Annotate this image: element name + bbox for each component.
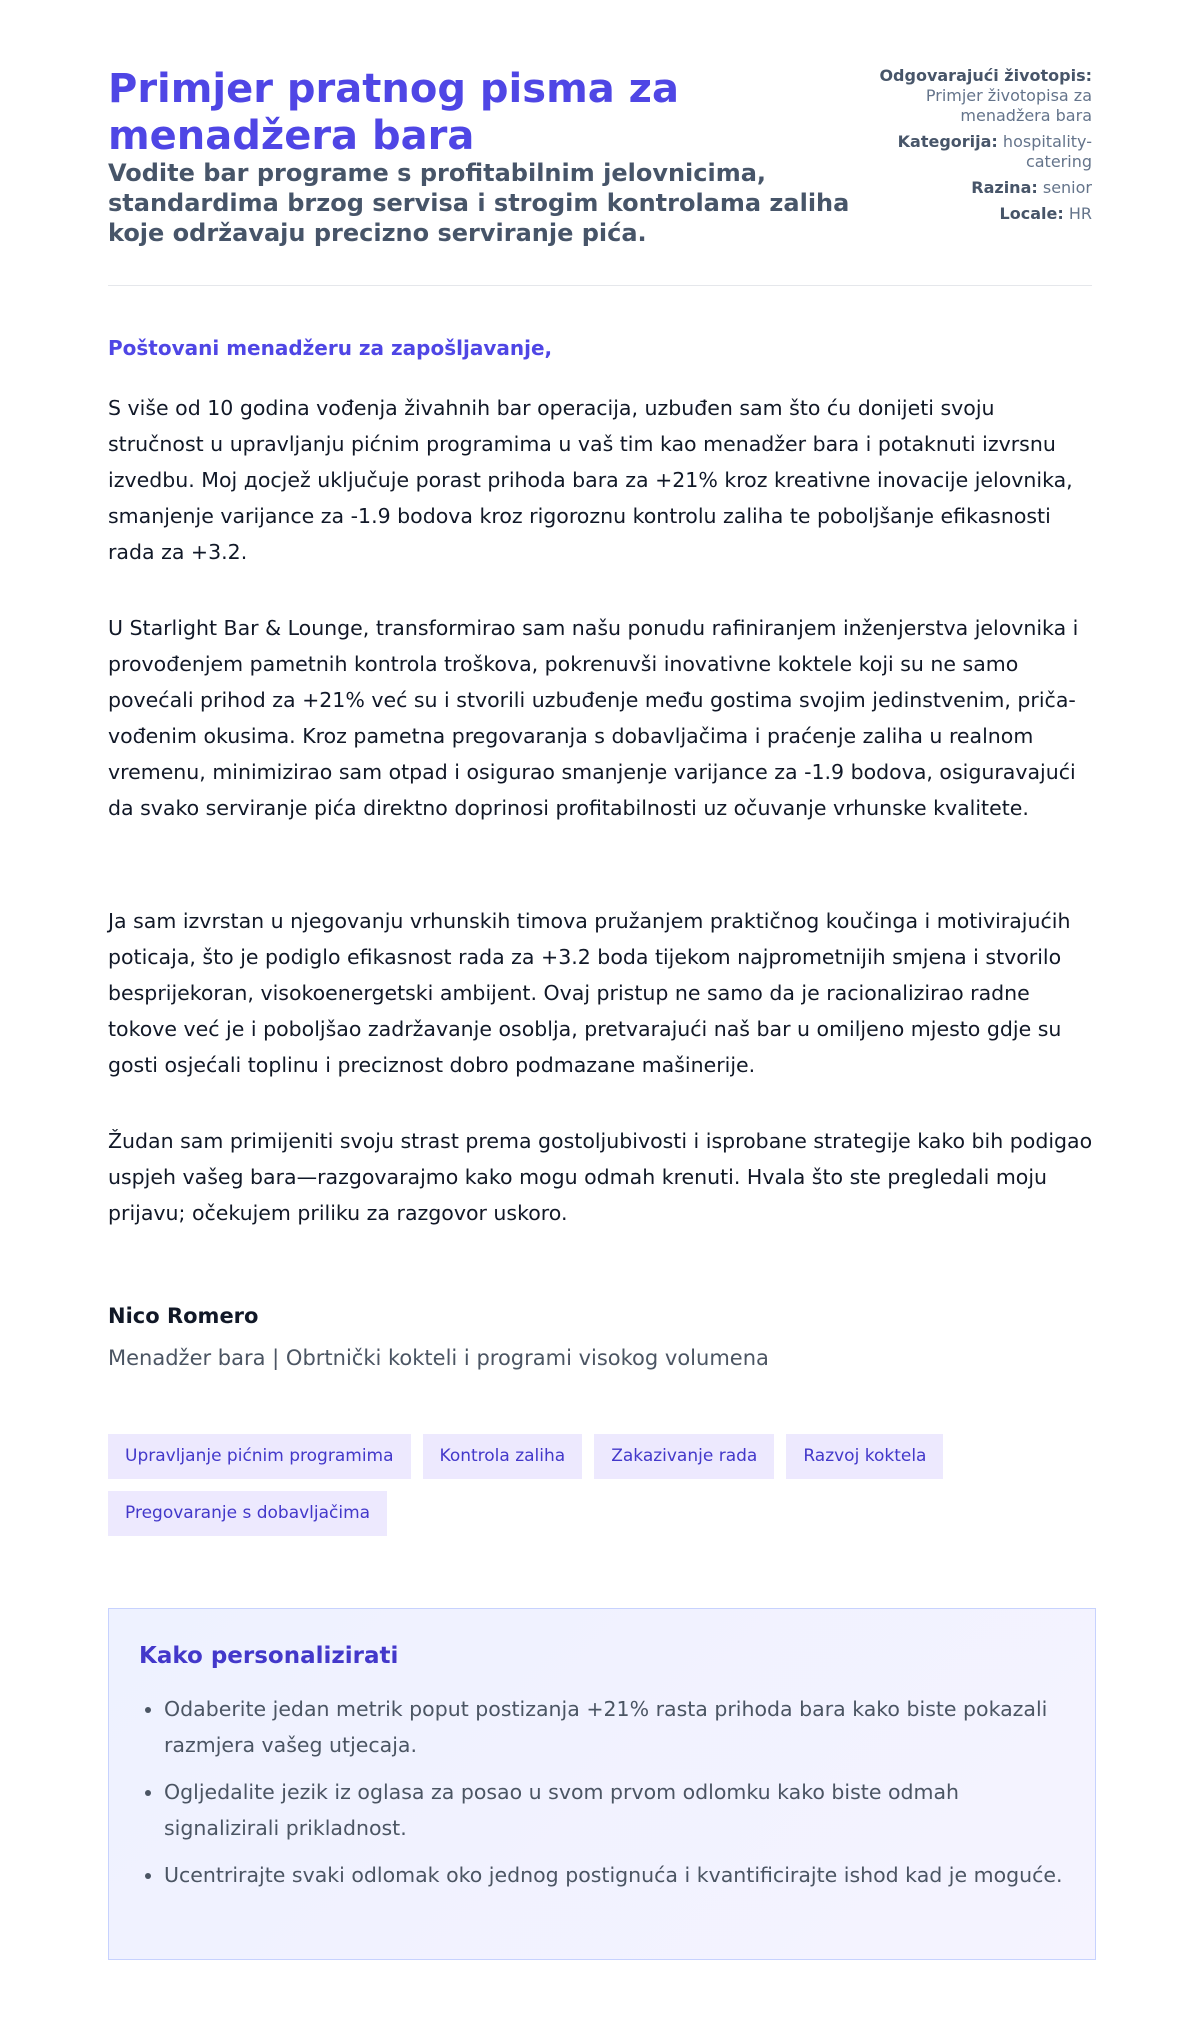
- skill-tags: [108, 1434, 1098, 1536]
- letter-greeting: Poštovani menadžeru za zapošljavanje,: [108, 336, 553, 360]
- meta-category: [872, 132, 1092, 172]
- meta-category-value: hospitality-catering: [1002, 132, 1092, 171]
- meta-level-label: Razina:: [971, 178, 1038, 197]
- meta-category-label: Kategorija:: [897, 132, 998, 151]
- signature-name: Nico Romero: [108, 1304, 259, 1328]
- skill-tag: Zakazivanje rada: [594, 1434, 774, 1479]
- letter-paragraph: S više od 10 godina vođenja živahnih bar operacija, uzbuđen sam što ću donijeti svoju stručnost u upravljanju pićnim programima u vaš tim kao menadžer bara i potaknuti izvrsnu izvedbu. Moj досjež uključuje porast prihoda bara za +21% kroz kreativne inovacije jelovnika, smanjenje varijance za -1.9 bodova kroz rigoroznu kontrolu zaliha te poboljšanje efikasnosti rada za +3.2.: [108, 396, 1073, 564]
- letter-paragraph: Ja sam izvrstan u njegovanju vrhunskih timova pružanjem praktičnog koučinga i motivirajućih poticaja, što je podiglo efikasnost rada za +3.2 boda tijekom najprometnijih smjena i stvorilo besprijekoran, visokoenergetski ambijent. Ovaj pristup ne samo da je racionalizirao radne tokove već je i poboljšao zadržavanje osoblja, pretvarajući naš bar u omiljeno mjesto gdje su gosti osjećali toplinu i preciznost dobro podmazane mašinerije.: [108, 909, 1071, 1077]
- skill-tag: Kontrola zaliha: [423, 1434, 583, 1479]
- skill-tag: Pregovaranje s dobavljačima: [108, 1491, 387, 1536]
- tip-item: • Ogljedalite jezik iz oglasa za posao u svom prvom odlomku kako biste odmah signalizirali prikladnost.: [164, 1774, 1065, 1846]
- tips-list: [139, 1691, 1065, 1893]
- meta-resume: [872, 66, 1092, 126]
- meta-level-value: senior: [1042, 178, 1092, 197]
- signature-role: Menadžer bara | Obrtnički kokteli i programi visokog volumena: [108, 1346, 769, 1370]
- personalize-tips-box: [108, 1608, 1096, 1960]
- page-subtitle: Vodite bar programe s profitabilnim jelovnicima, standardima brzog servisa i strogim kontrolama zaliha koje održavaju precizno serviranje pića.: [108, 159, 850, 247]
- meta-level: [872, 178, 1092, 198]
- skill-tag: Upravljanje pićnim programima: [108, 1434, 411, 1479]
- page-header: [108, 0, 1092, 286]
- tip-item: • Ucentrirajte svaki odlomak oko jednog postignuća i kvantificirajte ishod kad je moguće.: [164, 1857, 1065, 1893]
- meta-locale-value: HR: [1068, 204, 1092, 223]
- tips-title: Kako personalizirati: [139, 1643, 399, 1669]
- meta-locale: [872, 204, 1092, 224]
- page-title: Primjer pratnog pisma za menadžera bara: [108, 66, 679, 159]
- meta-locale-label: Locale:: [999, 204, 1064, 223]
- meta-resume-value: Primjer životopisa za menadžera bara: [925, 86, 1092, 125]
- meta-panel: [872, 66, 1092, 230]
- skill-tag: Razvoj koktela: [786, 1434, 943, 1479]
- meta-resume-label: Odgovarajući životopis:: [879, 66, 1092, 85]
- letter-paragraph: Žudan sam primijeniti svoju strast prema gostoljubivosti i isprobane strategije kako bih podigao uspjeh vašeg bara—razgovarajmo kako mogu odmah krenuti. Hvala što ste pregledali moju prijavu; očekujem priliku za razgovor uskoro.: [108, 1129, 1093, 1225]
- letter-paragraph: U Starlight Bar & Lounge, transformirao sam našu ponudu rafiniranjem inženjerstva jelovnika i provođenjem pametnih kontrola troškova, pokrenuvši inovativne koktele koji su ne samo povećali prihod za +21% već su i stvorili uzbuđenje među gostima svojim jedinstvenim, priča-vođenim okusima. Kroz pametna pregovaranja s dobavljačima i praćenje zaliha u realnom vremenu, minimizirao sam otpad i osigurao smanjenje varijance za -1.9 bodova, osiguravajući da svako serviranje pića direktno doprinosi profitabilnosti uz očuvanje vrhunske kvalitete.: [108, 616, 1079, 820]
- tip-item: • Odaberite jedan metrik poput postizanja +21% rasta prihoda bara kako biste pokazali razmjera vašeg utjecaja.: [164, 1691, 1065, 1763]
